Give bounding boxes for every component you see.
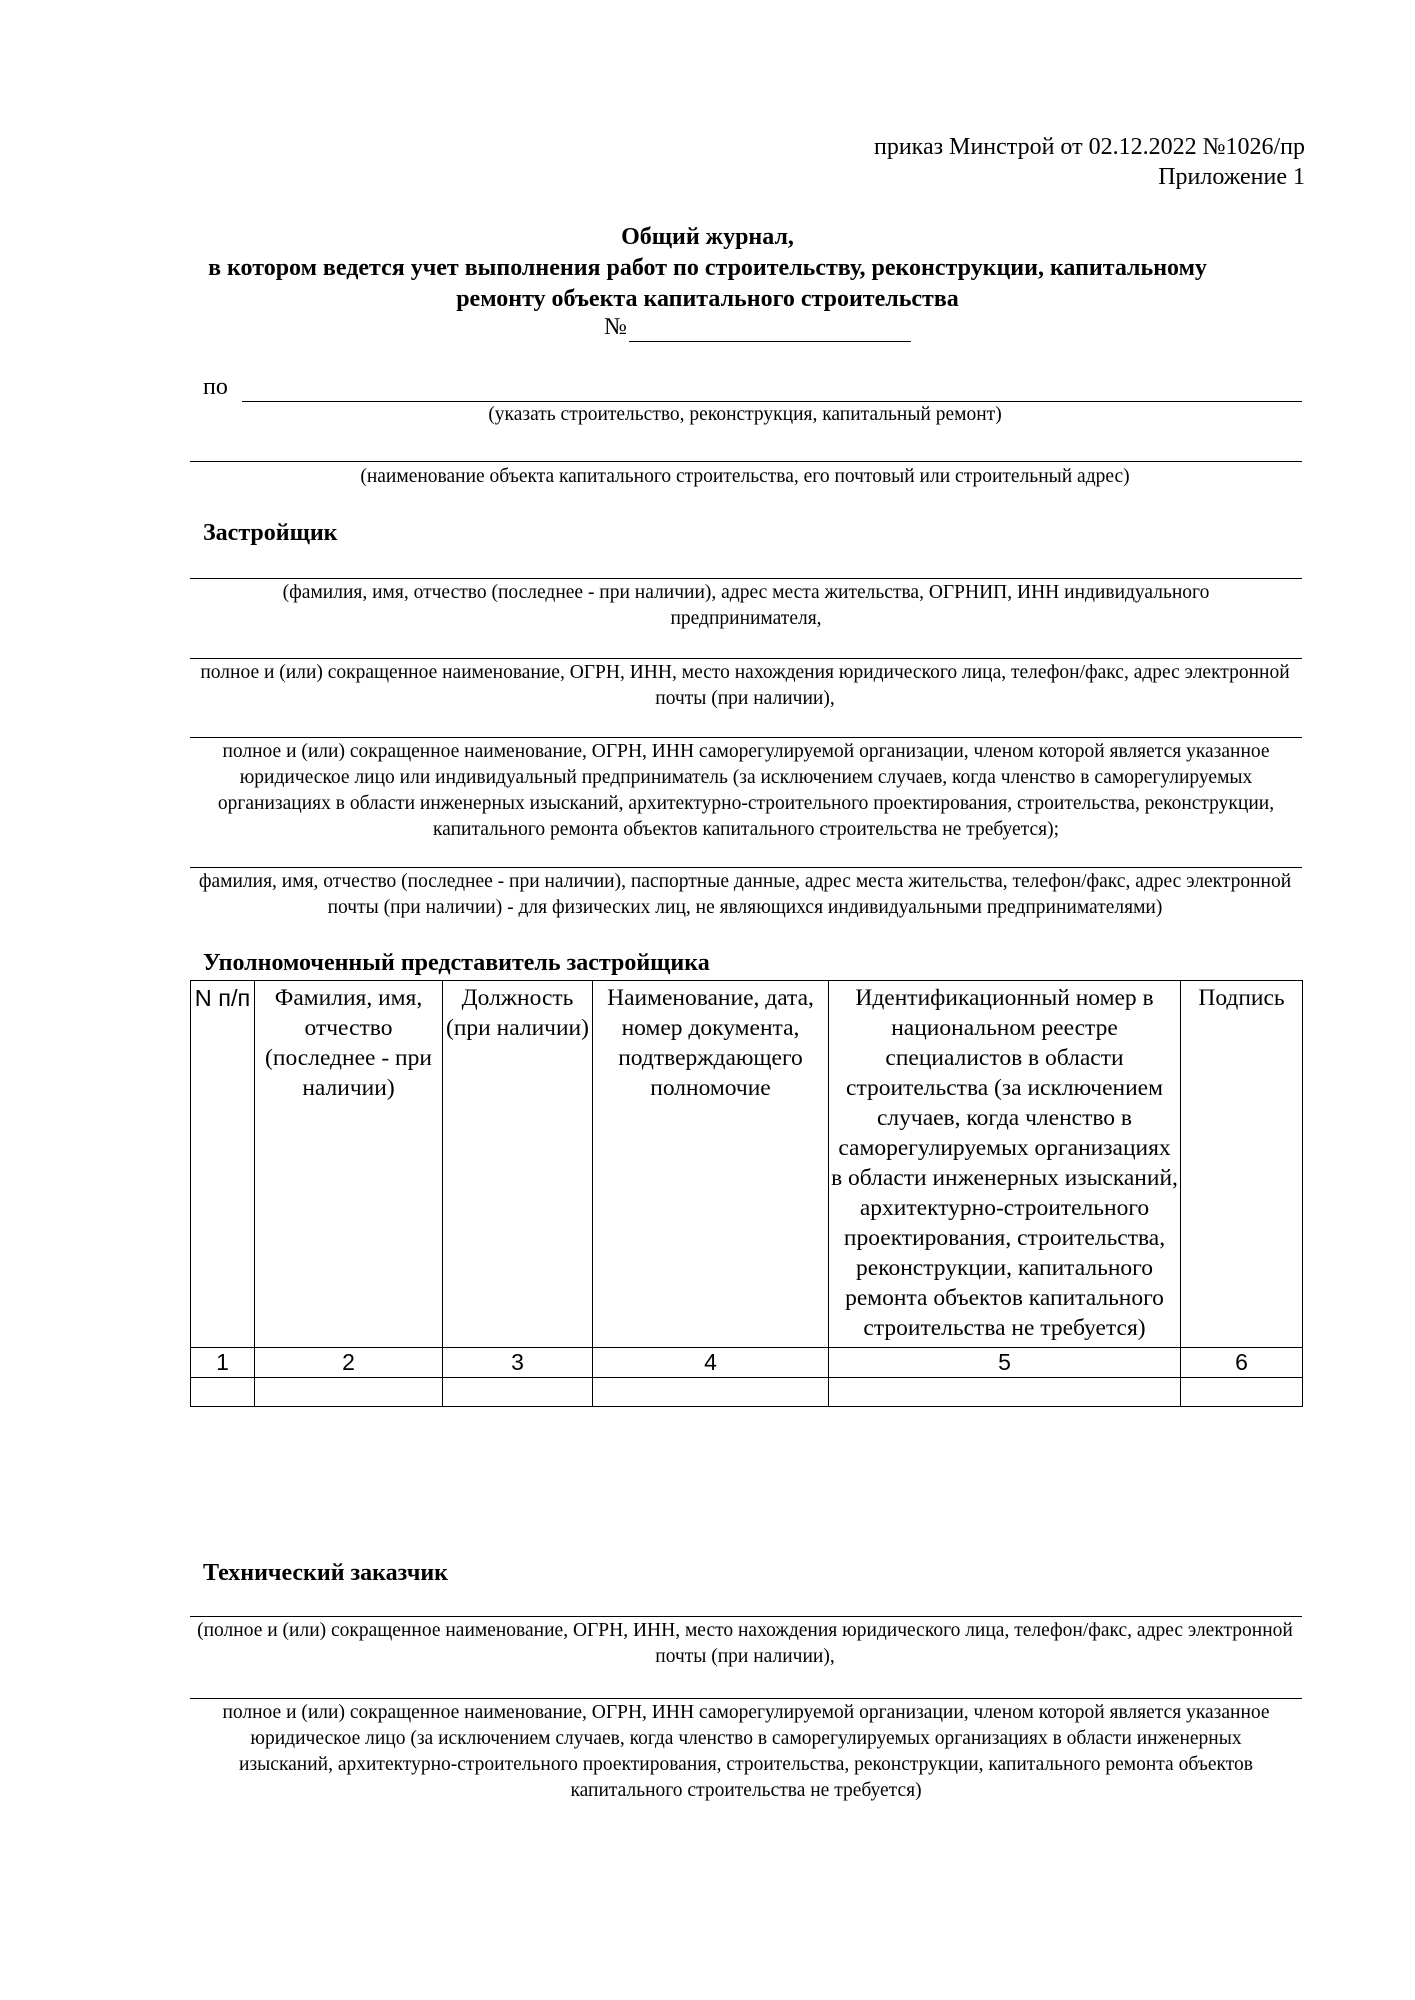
table-cell[interactable] [255,1378,443,1407]
column-number: 5 [829,1348,1181,1378]
journal-number-field[interactable] [629,341,911,342]
column-number: 2 [255,1348,443,1378]
column-header-number: N п/п [191,981,255,1348]
table-column-numbers-row [191,1348,1303,1378]
column-number: 6 [1181,1348,1303,1378]
representative-heading: Уполномоченный представитель застройщика [203,950,710,976]
technical-customer-legal-caption: (полное и (или) сокращенное наименование, ОГРН, ИНН, место нахождения юридического лица, телефон/факс, адрес электронной почты (при наличии), [197,1620,1293,1667]
developer-heading: Застройщик [203,520,338,546]
column-header-registry-id: Идентификационный номер в национальном реестре специалистов в области строительства (за исключением случаев, когда членство в саморегулируемых организациях в области инженерных изысканий, архитектурно-строительного проектирования, строительства, реконструкции, капитального ремонта объектов капитального строительства не требуется) [829,981,1181,1348]
po-label: по [203,374,228,400]
technical-customer-legal-field[interactable] [190,1616,1302,1617]
technical-customer-sro-field[interactable] [190,1698,1302,1699]
developer-sro-caption: полное и (или) сокращенное наименование, ОГРН, ИНН саморегулируемой организации, членом которой является указанное юридическое лицо или индивидуальный предприниматель (за исключением случаев, когда членство в саморегулируемых организациях в области инженерных изысканий, архитектурно-строительного проектирования, строительства, реконструкции, капитального ремонта объектов капитального строительства не требуется); [217,741,1275,840]
technical-customer-heading: Технический заказчик [203,1560,449,1586]
document-title-line2: в котором ведется учет выполнения работ по строительству, реконструкции, капитальному [208,255,1207,281]
object-name-field[interactable] [190,461,1302,462]
developer-ip-field[interactable] [190,578,1302,579]
column-number: 1 [191,1348,255,1378]
order-reference: приказ Минстрой от 02.12.2022 №1026/пр [873,134,1305,160]
representative-table [190,980,1303,1407]
developer-sro-field[interactable] [190,737,1302,738]
document-title-line3: ремонту объекта капитального строительства [456,286,959,312]
journal-number-label: № [604,314,627,340]
table-cell[interactable] [443,1378,593,1407]
developer-person-caption: фамилия, имя, отчество (последнее - при наличии), паспортные данные, адрес места жительства, телефон/факс, адрес электронной почты (при наличии) - для физических лиц, не являющихся индивидуальными предпринимателями) [198,871,1292,918]
technical-customer-sro-caption: полное и (или) сокращенное наименование, ОГРН, ИНН саморегулируемой организации, членом которой является указанное юридическое лицо (за исключением случаев, когда членство в саморегулируемых организациях в области инженерных изысканий, архитектурно-строительного проектирования, строительства, реконструкции, капитального ремонта объектов капитального строительства не требуется) [222,1702,1270,1801]
column-number: 3 [443,1348,593,1378]
column-header-position: Должность (при наличии) [443,981,593,1348]
table-cell[interactable] [829,1378,1181,1407]
work-type-caption: (указать строительство, реконструкция, капитальный ремонт) [488,404,1002,425]
table-cell[interactable] [191,1378,255,1407]
column-header-authority-document: Наименование, дата, номер документа, подтверждающего полномочие [593,981,829,1348]
table-cell[interactable] [593,1378,829,1407]
table-row [191,1378,1303,1407]
column-number: 4 [593,1348,829,1378]
column-header-signature: Подпись [1181,981,1303,1348]
appendix-label: Приложение 1 [1158,164,1305,190]
document-title: Общий журнал, [621,224,794,250]
table-cell[interactable] [1181,1378,1303,1407]
object-name-caption: (наименование объекта капитального строительства, его почтовый или строительный адрес) [360,466,1130,487]
table-header-row [191,981,1303,1348]
developer-legal-field[interactable] [190,658,1302,659]
developer-ip-caption: (фамилия, имя, отчество (последнее - при наличии), адрес места жительства, ОГРНИП, ИНН индивидуального предпринимателя, [282,582,1210,629]
developer-legal-caption: полное и (или) сокращенное наименование, ОГРН, ИНН, место нахождения юридического лица, телефон/факс, адрес электронной почты (при наличии), [200,662,1290,709]
developer-person-field[interactable] [190,867,1302,868]
column-header-full-name: Фамилия, имя, отчество (последнее - при наличии) [255,981,443,1348]
